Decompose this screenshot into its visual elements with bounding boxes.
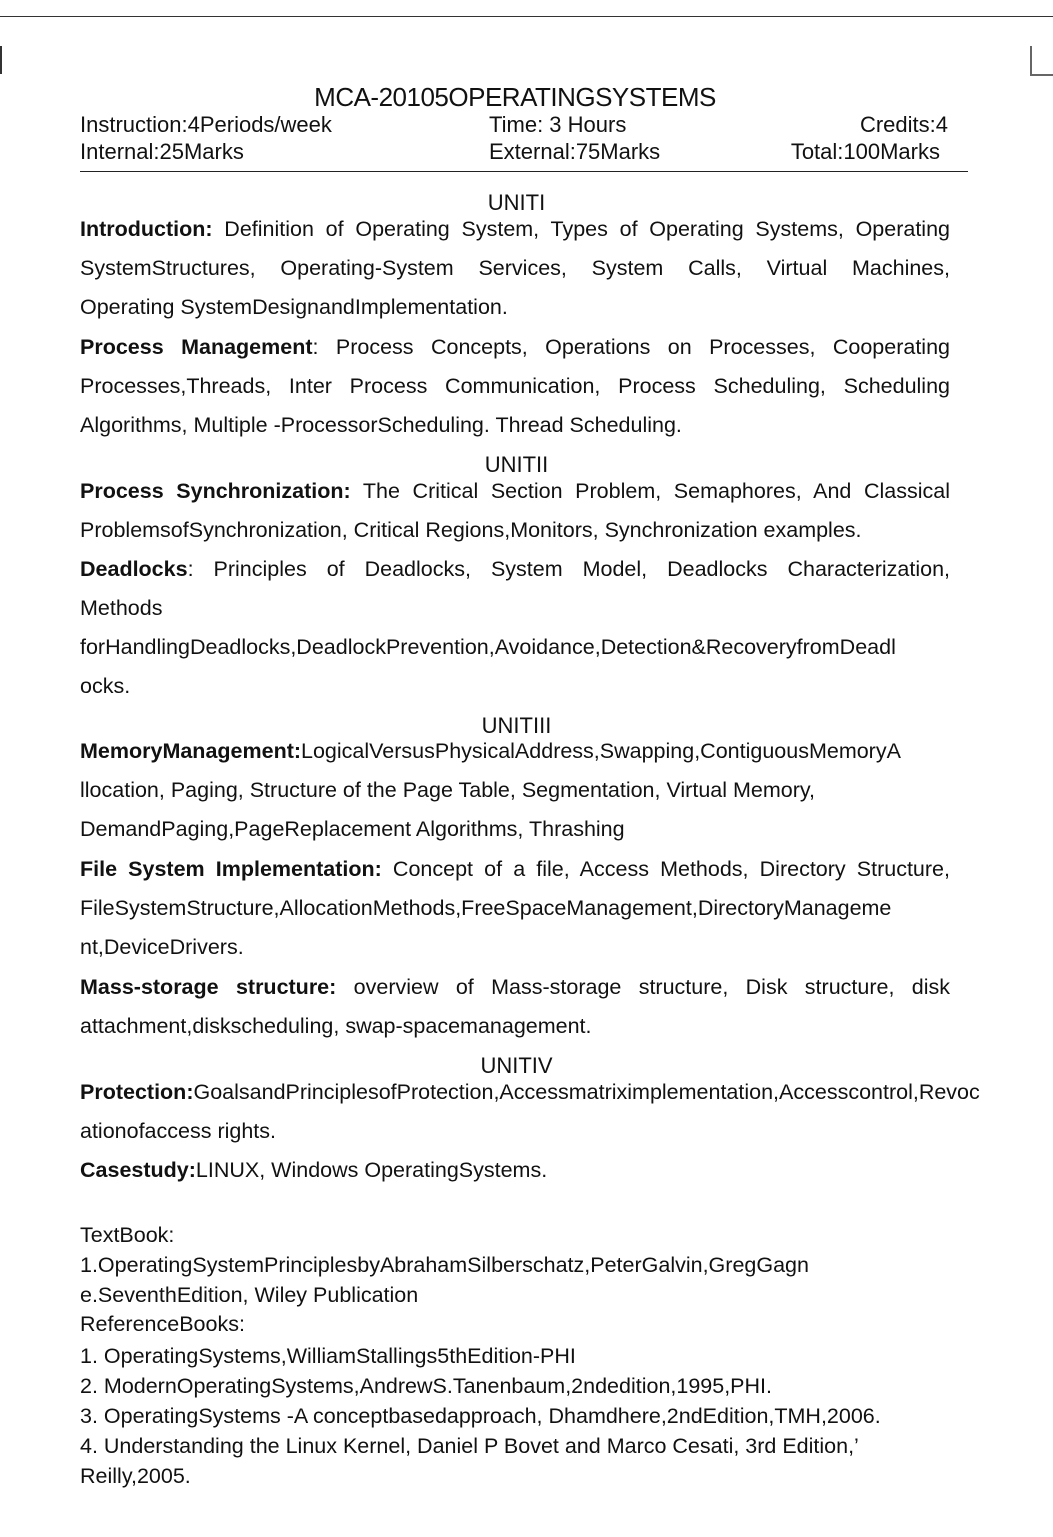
topic-line: ProblemsofSynchronization, Critical Regions,Monitors, Synchronization examples. <box>80 518 862 542</box>
topic-protection <box>80 1073 1040 1151</box>
topic-line: Operating SystemDesignandImplementation. <box>80 295 508 319</box>
reference-books-heading: ReferenceBooks: <box>80 1312 245 1336</box>
textbook-line: 1.OperatingSystemPrinciplesbyAbrahamSilberschatz,PeterGalvin,GregGagn <box>80 1253 809 1277</box>
topic-label: File System Implementation: <box>80 857 382 881</box>
textbook-heading: TextBook: <box>80 1223 175 1247</box>
topic-label: Introduction: <box>80 217 213 241</box>
course-title: MCA-20105OPERATINGSYSTEMS <box>314 82 716 112</box>
topic-line <box>80 328 950 367</box>
topic-line: llocation, Paging, Structure of the Page Table, Segmentation, Virtual Memory, <box>80 778 815 802</box>
topic-text: : Principles of Deadlocks, System Model, Deadlocks Characterization, <box>187 557 950 581</box>
textbook-line: e.SeventhEdition, Wiley Publication <box>80 1283 419 1307</box>
topic-process-synchronization <box>80 472 950 550</box>
exam-time: Time: 3 Hours <box>489 112 627 137</box>
reference-item: 4. Understanding the Linux Kernel, Daniel P Bovet and Marco Cesati, 3rd Edition,’ <box>80 1434 859 1458</box>
topic-mass-storage-structure <box>80 968 950 1046</box>
topic-text: overview of Mass-storage structure, Disk structure, disk <box>336 975 951 999</box>
page-corner-mark-right <box>1030 46 1053 76</box>
topic-line: ocks. <box>80 674 131 698</box>
unit-heading: UNITI <box>487 190 546 215</box>
topic-label: Process Synchronization: <box>80 479 351 503</box>
credits: Credits:4 <box>859 112 948 137</box>
page-top-rule <box>0 16 1053 17</box>
topic-memory-management <box>80 732 950 849</box>
topic-label: Protection: <box>80 1080 194 1104</box>
external-marks: External:75Marks <box>489 139 661 164</box>
topic-case-study <box>80 1151 950 1190</box>
topic-line <box>80 850 950 889</box>
topic-line: ationofaccess rights. <box>80 1119 276 1143</box>
topic-line <box>80 968 950 1007</box>
reference-item: 3. OperatingSystems -A conceptbasedapproach, Dhamdhere,2ndEdition,TMH,2006. <box>80 1404 881 1428</box>
topic-introduction <box>80 210 950 327</box>
unit-heading: UNITIII <box>481 713 552 738</box>
internal-marks: Internal:25Marks <box>80 139 244 164</box>
topic-line: Processes,Threads, Inter Process Communication, Process Scheduling, Scheduling <box>80 374 950 398</box>
topic-text: Concept of a file, Access Methods, Directory Structure, <box>381 857 950 881</box>
topic-line <box>80 1151 950 1190</box>
topic-text: The Critical Section Problem, Semaphores, And Classical <box>350 479 950 503</box>
topic-line <box>80 210 950 249</box>
topic-text: LogicalVersusPhysicalAddress,Swapping,ContiguousMemoryA <box>301 739 901 763</box>
topic-text: GoalsandPrinciplesofProtection,Accessmatriximplementation,Accesscontrol,Revoc <box>193 1080 980 1104</box>
topic-line <box>80 732 950 771</box>
topic-line: forHandlingDeadlocks,DeadlockPrevention,Avoidance,Detection&RecoveryfromDeadl <box>80 635 896 659</box>
page-corner-mark-left <box>0 46 2 74</box>
topic-label: Deadlocks <box>80 557 188 581</box>
reference-item: Reilly,2005. <box>80 1464 191 1488</box>
topic-process-management <box>80 328 950 445</box>
reference-item: 2. ModernOperatingSystems,AndrewS.Tanenbaum,2ndedition,1995,PHI. <box>80 1374 772 1398</box>
topic-label: Mass-storage structure: <box>80 975 337 999</box>
reference-books-list <box>80 1341 881 1491</box>
topic-line <box>80 472 950 511</box>
topic-line: nt,DeviceDrivers. <box>80 935 244 959</box>
topic-label: MemoryManagement: <box>80 739 302 763</box>
topic-deadlocks <box>80 550 950 706</box>
topic-line: attachment,diskscheduling, swap-spacemanagement. <box>80 1014 592 1038</box>
topic-line <box>80 550 950 589</box>
total-marks: Total:100Marks <box>790 139 940 164</box>
topic-text: LINUX, Windows OperatingSystems. <box>195 1158 548 1182</box>
topic-line: SystemStructures, Operating-System Services, System Calls, Virtual Machines, <box>80 256 950 280</box>
topic-line <box>80 1073 1040 1112</box>
instruction-periods: Instruction:4Periods/week <box>80 112 332 137</box>
topic-label: Casestudy: <box>80 1158 196 1182</box>
topic-line: Algorithms, Multiple -ProcessorScheduling. Thread Scheduling. <box>80 413 682 437</box>
topic-line: FileSystemStructure,AllocationMethods,FreeSpaceManagement,DirectoryManageme <box>80 896 892 920</box>
header-divider <box>80 171 968 172</box>
topic-text: Definition of Operating System, Types of Operating Systems, Operating <box>212 217 950 241</box>
topic-line: Methods <box>80 596 163 620</box>
unit-heading: UNITII <box>484 452 549 477</box>
topic-label: Process Management <box>80 335 313 359</box>
topic-file-system-implementation <box>80 850 950 967</box>
unit-heading: UNITIV <box>480 1053 553 1078</box>
textbook-list <box>80 1250 809 1310</box>
reference-item: 1. OperatingSystems,WilliamStallings5thEdition-PHI <box>80 1344 576 1368</box>
topic-line: DemandPaging,PageReplacement Algorithms, Thrashing <box>80 817 625 841</box>
topic-text: : Process Concepts, Operations on Processes, Cooperating <box>312 335 950 359</box>
